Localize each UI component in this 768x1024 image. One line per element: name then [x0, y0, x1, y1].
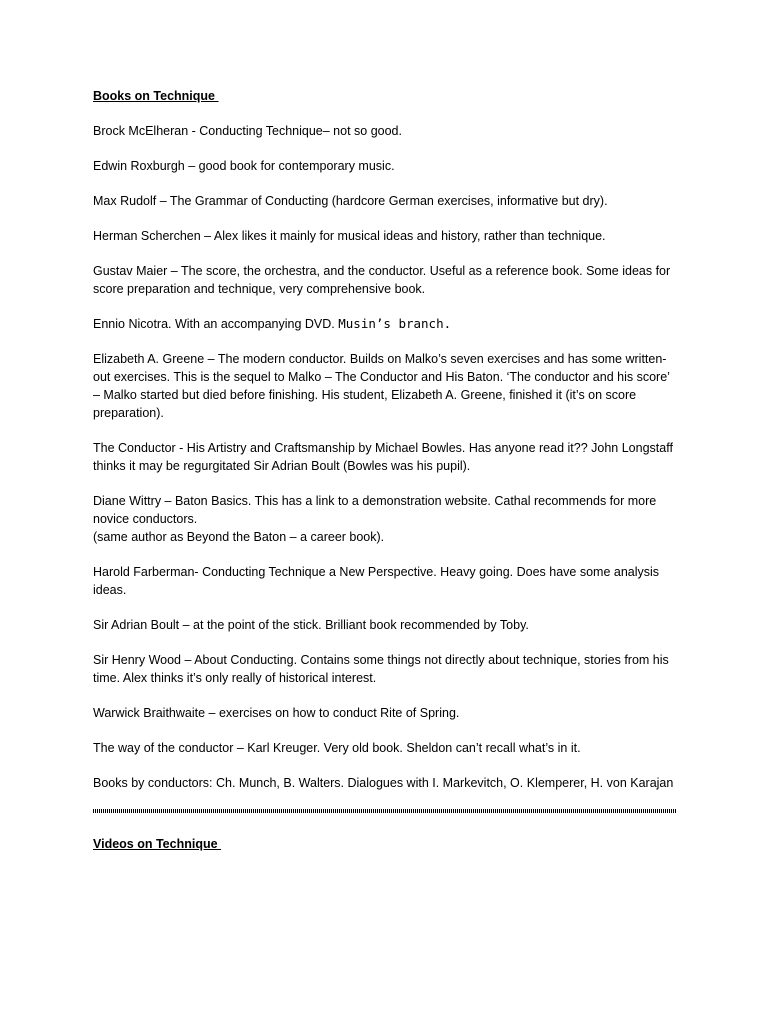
book-entry-text: The way of the conductor – Karl Kreuger. Very old book. Sheldon can’t recall what’s in it. [93, 741, 581, 755]
book-entry-text-main: Ennio Nicotra. With an accompanying DVD. [93, 317, 339, 331]
book-entry-text: Diane Wittry – Baton Basics. This has a link to a demonstration website. Cathal recommends for more novice conductors. [93, 494, 657, 526]
books-section-heading: Books on Technique [93, 89, 219, 103]
book-entry [93, 157, 677, 175]
book-entry-note: Musin’s branch. [338, 316, 452, 331]
book-entry [93, 315, 677, 333]
book-entry [93, 651, 677, 687]
book-entry-text: Brock McElheran - Conducting Technique– not so good. [93, 124, 402, 138]
book-entry [93, 227, 677, 245]
book-entry-text: Harold Farberman- Conducting Technique a New Perspective. Heavy going. Does have some analysis ideas. [93, 565, 660, 597]
book-entry-text: The Conductor - His Artistry and Craftsmanship by Michael Bowles. Has anyone read it?? John Longstaff thinks it may be regurgitated Sir Adrian Boult (Bowles was his pupil). [93, 441, 673, 473]
section-divider [93, 809, 677, 813]
book-entry [93, 262, 677, 298]
book-entry [93, 774, 677, 792]
books-list [93, 122, 677, 792]
book-entry [93, 704, 677, 722]
book-entry-text: Herman Scherchen – Alex likes it mainly for musical ideas and history, rather than technique. [93, 229, 606, 243]
book-entry [93, 739, 677, 757]
document-page [93, 87, 677, 870]
book-entry-text: Sir Henry Wood – About Conducting. Contains some things not directly about technique, stories from his time. Alex thinks it’s only really of historical interest. [93, 653, 669, 685]
book-entry [93, 492, 677, 546]
book-entry-text: Edwin Roxburgh – good book for contemporary music. [93, 159, 395, 173]
book-entry [93, 563, 677, 599]
book-entry [93, 439, 677, 475]
book-entry [93, 350, 677, 422]
book-entry [93, 192, 677, 210]
book-entry-text: Max Rudolf – The Grammar of Conducting (hardcore German exercises, informative but dry). [93, 194, 608, 208]
book-entry-text: Sir Adrian Boult – at the point of the stick. Brilliant book recommended by Toby. [93, 618, 529, 632]
book-entry [93, 122, 677, 140]
videos-section-heading: Videos on Technique [93, 837, 222, 851]
book-entry-text: Books by conductors: Ch. Munch, B. Walters. Dialogues with I. Markevitch, O. Klemperer, H. von Karajan [93, 776, 674, 790]
book-entry-text: Elizabeth A. Greene – The modern conductor. Builds on Malko’s seven exercises and has some written-out exercises. This is the sequel to Malko – The Conductor and His Baton. ‘The conductor and his score’ – Malko started but died before finishing. His student, Elizabeth A. Greene, finished it (it’s on score preparation). [93, 352, 670, 420]
book-entry-text [93, 315, 677, 333]
book-entry [93, 616, 677, 634]
book-entry-text: (same author as Beyond the Baton – a career book). [93, 530, 385, 544]
book-entry-text: Gustav Maier – The score, the orchestra, and the conductor. Useful as a reference book. Some ideas for score preparation and technique, very comprehensive book. [93, 264, 671, 296]
book-entry-text: Warwick Braithwaite – exercises on how to conduct Rite of Spring. [93, 706, 460, 720]
